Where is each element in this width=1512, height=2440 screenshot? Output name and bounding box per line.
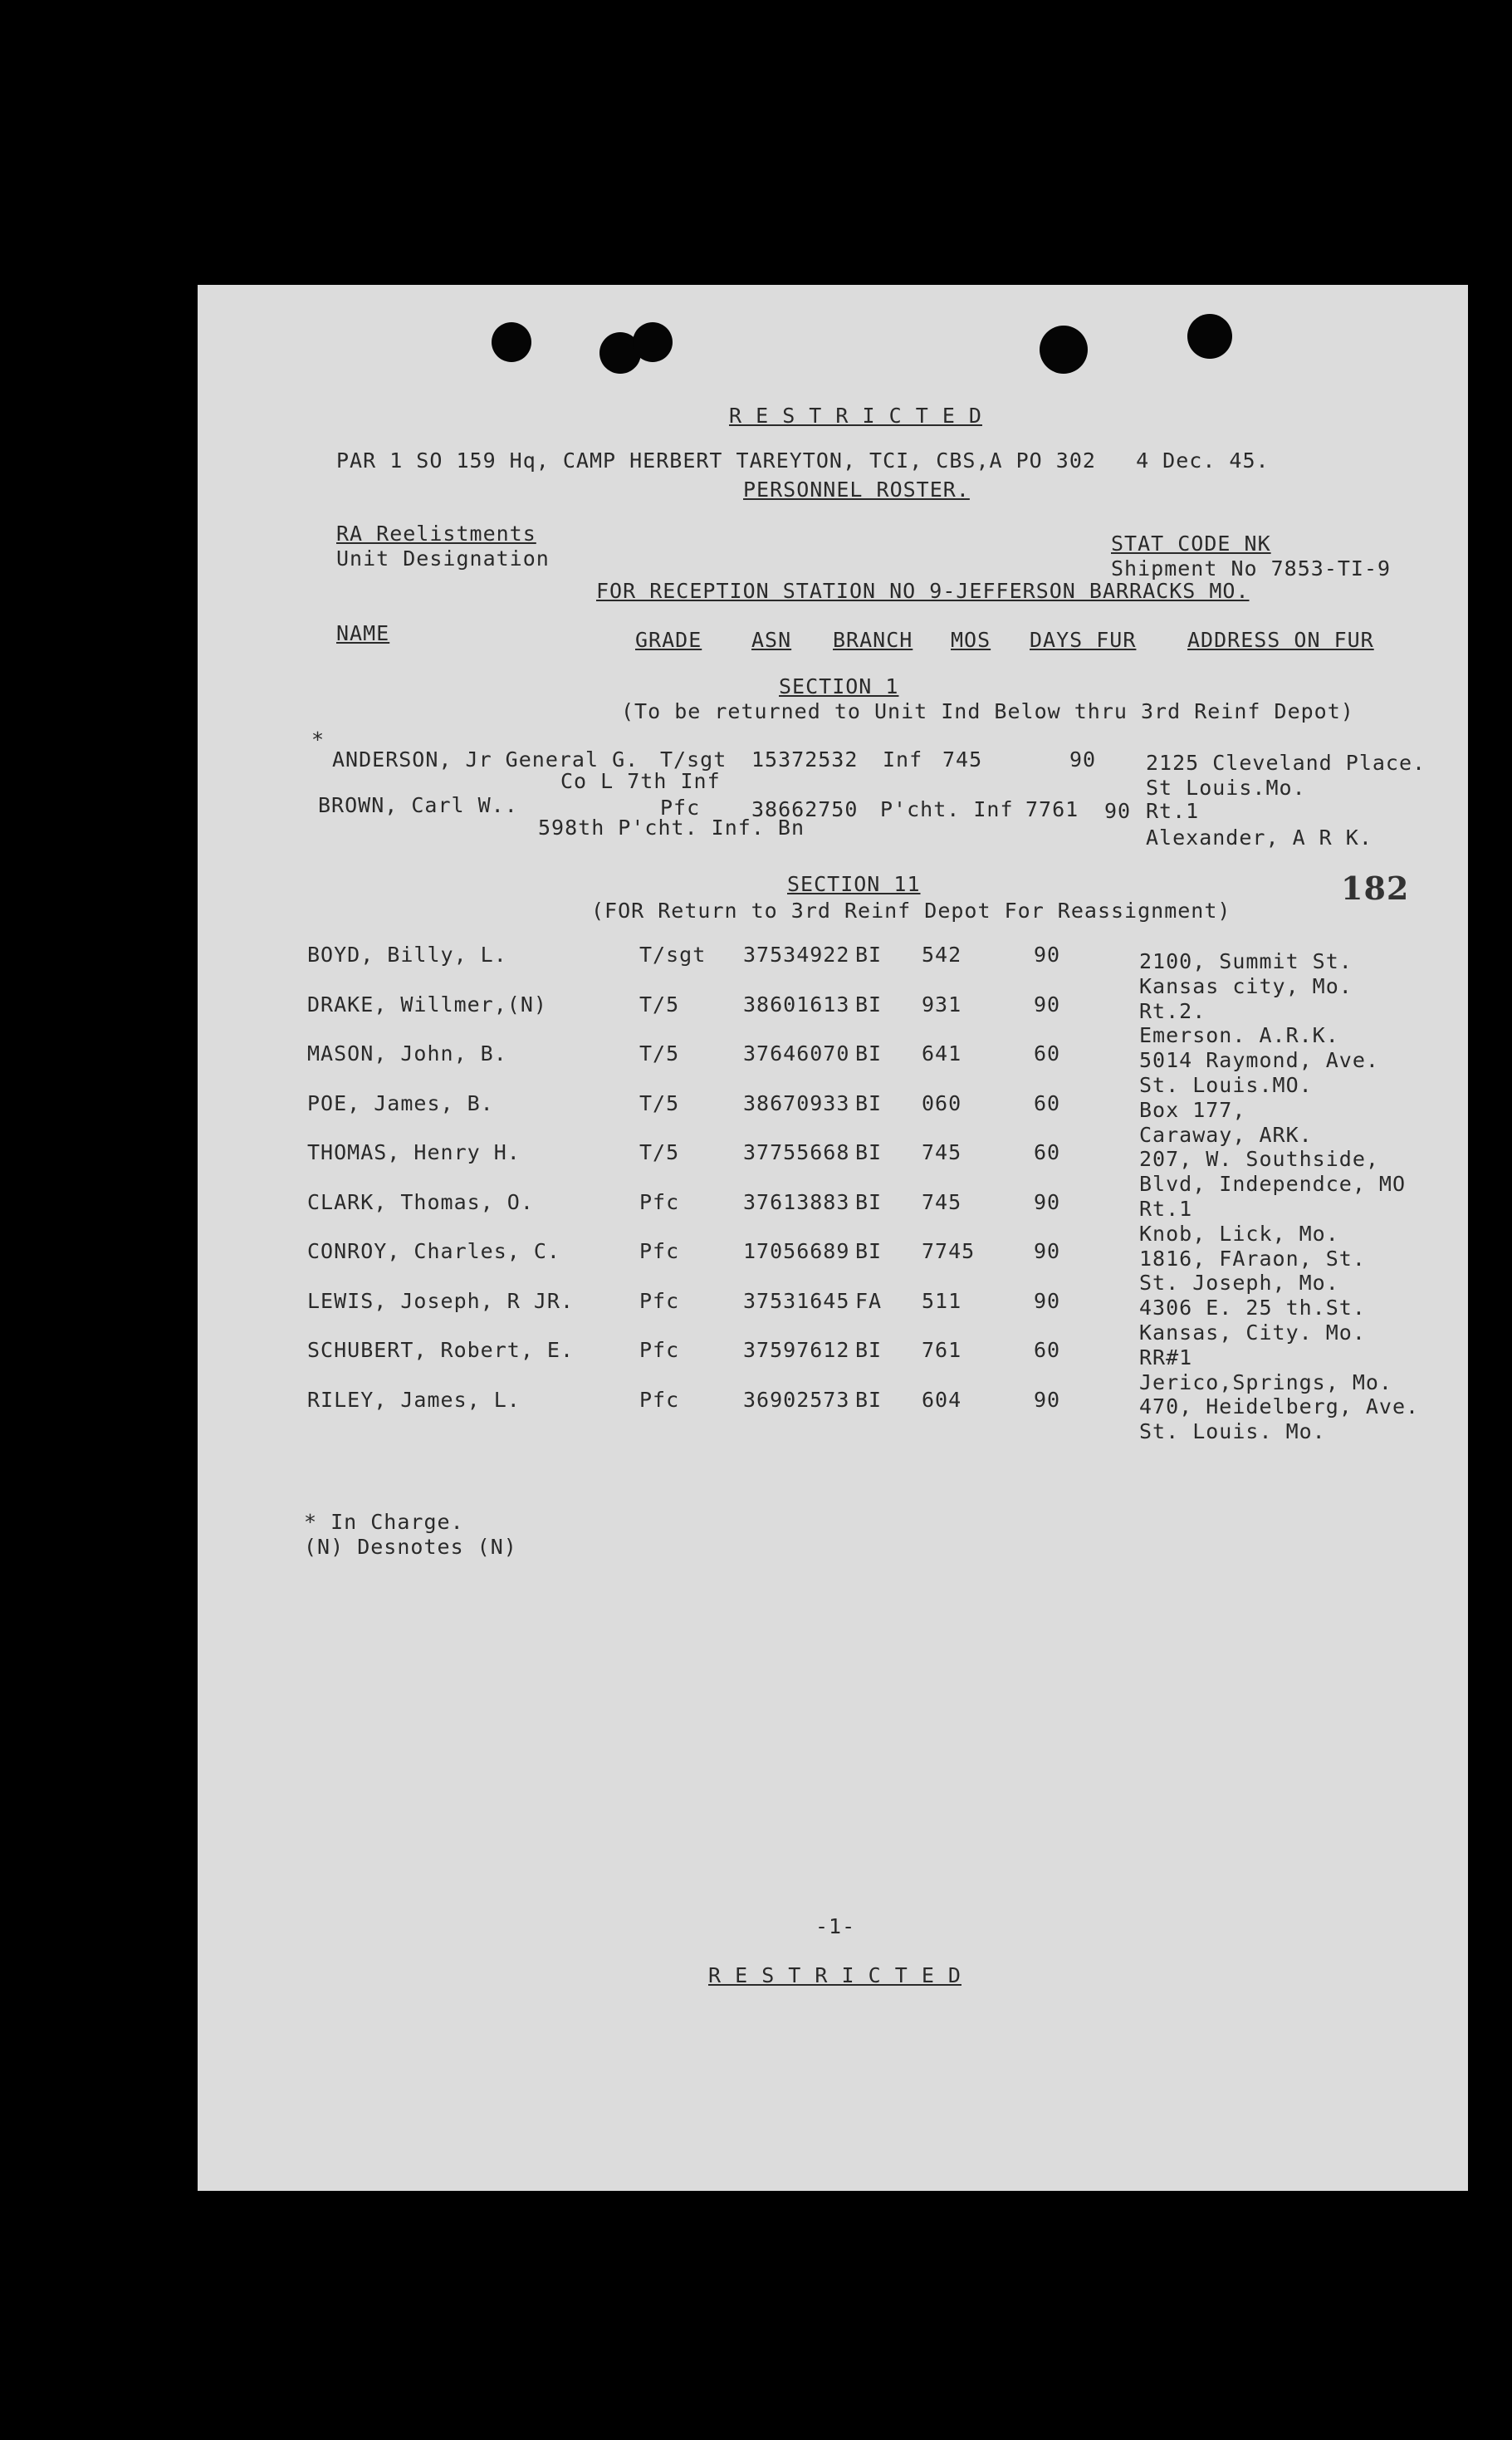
s2-row-branch: BI	[855, 1388, 883, 1412]
s2-row-days: 90	[1034, 1289, 1061, 1313]
s2-row-grade: T/5	[639, 1041, 680, 1066]
address-line: 2100, Summit St.	[1139, 949, 1353, 973]
s2-row-name: BOYD, Billy, L.	[307, 943, 507, 967]
s2-row-days: 90	[1034, 992, 1061, 1017]
s2-row-mos: 641	[922, 1041, 962, 1066]
address-line: 1816, FAraon, St.	[1139, 1247, 1366, 1271]
classification-top: R E S T R I C T E D	[729, 404, 982, 428]
address-line: St. Louis. Mo.	[1139, 1419, 1326, 1443]
s2-row-name: SCHUBERT, Robert, E.	[307, 1338, 575, 1362]
s2-row-branch: FA	[855, 1289, 883, 1313]
s2-row-name: POE, James, B.	[307, 1091, 494, 1115]
s1-row-grade: T/sgt	[660, 747, 727, 772]
page-number: -1-	[815, 1914, 856, 1938]
section2-subtitle: (FOR Return to 3rd Reinf Depot For Reassignment)	[591, 899, 1231, 923]
stat-code: STAT CODE NK	[1111, 532, 1271, 556]
s2-row-asn: 37597612	[743, 1338, 850, 1362]
s1-row-branch: Inf	[883, 747, 923, 772]
section1-title: SECTION 1	[779, 674, 899, 698]
s2-row-grade: Pfc	[639, 1388, 680, 1412]
address-line: Rt.2.	[1139, 999, 1206, 1023]
s2-row-branch: BI	[855, 1140, 883, 1164]
s2-row-asn: 38601613	[743, 992, 850, 1017]
s1-row-address: 2125 Cleveland Place.	[1146, 751, 1426, 775]
col-days-fur: DAYS FUR	[1030, 628, 1137, 652]
address-line: Caraway, ARK.	[1139, 1123, 1313, 1147]
s2-row-asn: 37755668	[743, 1140, 850, 1164]
s2-row-name: LEWIS, Joseph, R JR.	[307, 1289, 575, 1313]
address-line: Box 177,	[1139, 1098, 1246, 1122]
s2-row-days: 60	[1034, 1338, 1061, 1362]
punch-hole	[492, 322, 531, 362]
s1-row-name: BROWN, Carl W..	[318, 793, 518, 817]
address-line: St. Joseph, Mo.	[1139, 1271, 1339, 1295]
col-name: NAME	[336, 621, 390, 645]
s2-row-branch: BI	[855, 1190, 883, 1214]
address-line: Jerico,Springs, Mo.	[1139, 1370, 1392, 1394]
s2-row-days: 90	[1034, 943, 1061, 967]
s1-row-days: 90	[1069, 747, 1097, 772]
s2-row-grade: T/5	[639, 1091, 680, 1115]
address-line: St. Louis.MO.	[1139, 1073, 1313, 1097]
s2-row-mos: 060	[922, 1091, 962, 1115]
s1-row-days: 90	[1104, 799, 1132, 823]
address-line: 470, Heidelberg, Ave.	[1139, 1394, 1420, 1418]
row-star: *	[311, 728, 325, 752]
s2-row-asn: 36902573	[743, 1388, 850, 1412]
s2-row-mos: 511	[922, 1289, 962, 1313]
s2-row-name: DRAKE, Willmer,(N)	[307, 992, 547, 1017]
section1-subtitle: (To be returned to Unit Ind Below thru 3rd Reinf Depot)	[621, 699, 1354, 723]
col-asn: ASN	[751, 628, 792, 652]
s2-row-grade: Pfc	[639, 1239, 680, 1263]
address-line: Kansas, City. Mo.	[1139, 1320, 1366, 1345]
col-mos: MOS	[951, 628, 991, 652]
s2-row-name: RILEY, James, L.	[307, 1388, 521, 1412]
s2-row-name: CONROY, Charles, C.	[307, 1239, 560, 1263]
s2-row-branch: BI	[855, 1041, 883, 1066]
order-line: PAR 1 SO 159 Hq, CAMP HERBERT TAREYTON, TCI, CBS,A PO 302 4 Dec. 45.	[336, 448, 1270, 473]
s2-row-grade: T/sgt	[639, 943, 707, 967]
unit-line-1: RA Reelistments	[336, 522, 536, 546]
address-line: Blvd, Independce, MO	[1139, 1172, 1407, 1196]
s1-row-address: Rt.1	[1146, 799, 1200, 823]
s2-row-grade: T/5	[639, 992, 680, 1017]
s2-row-asn: 38670933	[743, 1091, 850, 1115]
note-desnotes: (N) Desnotes (N)	[304, 1535, 517, 1559]
col-grade: GRADE	[635, 628, 702, 652]
punch-hole	[1187, 314, 1232, 359]
address-line: RR#1	[1139, 1345, 1193, 1369]
s1-row-asn: 15372532	[751, 747, 859, 772]
address-line: 207, W. Southside,	[1139, 1147, 1379, 1171]
s1-row-unit: 598th P'cht. Inf. Bn	[538, 816, 805, 840]
s2-row-days: 60	[1034, 1041, 1061, 1066]
s2-row-mos: 761	[922, 1338, 962, 1362]
s2-row-asn: 17056689	[743, 1239, 850, 1263]
s2-row-days: 90	[1034, 1190, 1061, 1214]
s1-row-grade: Pfc	[660, 796, 701, 820]
s1-address-extra: St Louis.Mo.	[1146, 776, 1306, 800]
s2-row-mos: 7745	[922, 1239, 976, 1263]
s2-row-mos: 604	[922, 1388, 962, 1412]
s1-row-asn: 38662750	[751, 797, 859, 821]
s2-row-days: 60	[1034, 1140, 1061, 1164]
classification-bottom: R E S T R I C T E D	[708, 1963, 962, 1987]
address-line: 4306 E. 25 th.St.	[1139, 1296, 1366, 1320]
col-address: ADDRESS ON FUR	[1187, 628, 1374, 652]
s1-address-extra: Alexander, A R K.	[1146, 826, 1373, 850]
s2-row-grade: T/5	[639, 1140, 680, 1164]
s2-row-branch: BI	[855, 943, 883, 967]
s2-row-days: 90	[1034, 1388, 1061, 1412]
handwritten-page-mark: 182	[1341, 870, 1410, 907]
destination-line: FOR RECEPTION STATION NO 9-JEFFERSON BARRACKS MO.	[596, 579, 1250, 603]
s2-row-asn: 37613883	[743, 1190, 850, 1214]
s2-row-branch: BI	[855, 1091, 883, 1115]
s2-row-grade: Pfc	[639, 1190, 680, 1214]
punch-hole	[1040, 326, 1088, 374]
s2-row-branch: BI	[855, 1239, 883, 1263]
s2-row-mos: 745	[922, 1190, 962, 1214]
address-line: 5014 Raymond, Ave.	[1139, 1048, 1379, 1072]
s2-row-mos: 745	[922, 1140, 962, 1164]
s2-row-name: MASON, John, B.	[307, 1041, 507, 1066]
col-branch: BRANCH	[833, 628, 913, 652]
s2-row-asn: 37531645	[743, 1289, 850, 1313]
note-in-charge: * In Charge.	[304, 1510, 464, 1534]
roster-title: PERSONNEL ROSTER.	[743, 478, 970, 502]
address-line: Rt.1	[1139, 1197, 1193, 1221]
s2-row-branch: BI	[855, 992, 883, 1017]
s1-row-branch: P'cht. Inf	[880, 797, 1014, 821]
s2-row-days: 60	[1034, 1091, 1061, 1115]
address-line: Knob, Lick, Mo.	[1139, 1222, 1339, 1246]
s2-row-name: CLARK, Thomas, O.	[307, 1190, 534, 1214]
s2-row-branch: BI	[855, 1338, 883, 1362]
unit-line-2: Unit Designation	[336, 546, 550, 571]
s1-row-mos: 745	[942, 747, 983, 772]
s2-row-mos: 542	[922, 943, 962, 967]
s2-row-asn: 37534922	[743, 943, 850, 967]
s2-row-mos: 931	[922, 992, 962, 1017]
address-line: Emerson. A.R.K.	[1139, 1023, 1339, 1047]
punch-hole	[633, 322, 673, 362]
shipment-number: Shipment No 7853-TI-9	[1111, 556, 1392, 581]
s2-row-asn: 37646070	[743, 1041, 850, 1066]
s1-row-mos: 7761	[1025, 797, 1079, 821]
s2-row-grade: Pfc	[639, 1289, 680, 1313]
s1-row-unit: Co L 7th Inf	[560, 769, 721, 793]
section2-title: SECTION 11	[787, 872, 921, 896]
s2-row-days: 90	[1034, 1239, 1061, 1263]
address-line: Kansas city, Mo.	[1139, 974, 1353, 998]
s1-row-name: ANDERSON, Jr General G.	[332, 747, 639, 772]
s2-row-name: THOMAS, Henry H.	[307, 1140, 521, 1164]
s2-row-grade: Pfc	[639, 1338, 680, 1362]
